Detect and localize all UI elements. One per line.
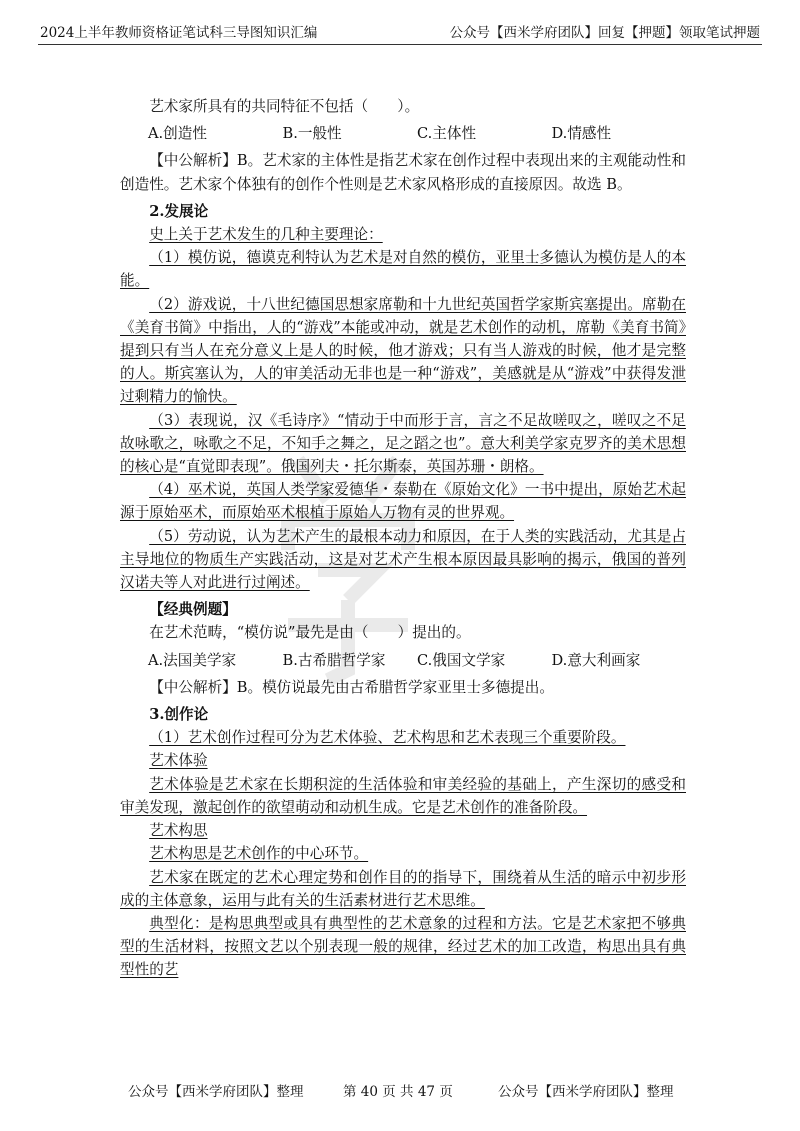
page-body	[120, 95, 686, 982]
option-d: D.情感性	[551, 125, 612, 143]
subheading: 艺术构思	[149, 822, 208, 840]
option-a: A.创造性	[148, 125, 207, 143]
option-c: C.俄国文学家	[417, 651, 506, 669]
footer-right: 公众号【西米学府团队】整理	[498, 1084, 674, 1100]
section-intro: 史上关于艺术发生的几种主要理论：	[149, 226, 383, 244]
theory-item: （4）巫术说，英国人类学家爱德华・泰勒在《原始文化》一书中提出，原始艺术起源于原始巫术，而原始巫术根植于原始人万物有灵的世界观。	[120, 481, 686, 522]
page-number: 第 40 页 共 47 页	[343, 1084, 453, 1100]
example-heading: 【经典例题】	[149, 601, 237, 619]
question-analysis: 【中公解析】B。艺术家的主体性是指艺术家在创作过程中表现出来的主观能动性和创造性。艺术家个体独有的创作个性则是艺术家风格形成的直接原因。故选 B。	[120, 152, 686, 193]
header-promo: 公众号【西米学府团队】回复【押题】领取笔试押题	[449, 25, 760, 41]
paragraph: 典型化：是构思典型或具有典型性的艺术意象的过程和方法。它是艺术家把不够典型的生活材料，按照文艺以个别表现一般的规律，经过艺术的加工改造，构思出具有典型性的艺	[120, 914, 686, 979]
paragraph: （1）艺术创作过程可分为艺术体验、艺术构思和艺术表现三个重要阶段。	[149, 729, 626, 747]
question-stem: 在艺术范畴，“模仿说”最先是由（ ）提出的。	[149, 624, 471, 642]
question-options	[120, 122, 686, 145]
paragraph: 艺术家在既定的艺术心理定势和创作目的的指导下，围绕着从生活的暗示中初步形成的主体意象，运用与此有关的生活素材进行艺术思维。	[120, 868, 686, 909]
section-heading: 3.创作论	[149, 706, 209, 724]
option-b: B.古希腊哲学家	[282, 651, 386, 669]
question-options	[120, 649, 686, 672]
footer-left: 公众号【西米学府团队】整理	[128, 1084, 304, 1100]
option-b: B.一般性	[282, 125, 342, 143]
question-stem: 艺术家所具有的共同特征不包括（ ）。	[149, 98, 420, 115]
theory-item: （3）表现说，汉《毛诗序》“情动于中而形于言，言之不足故嗟叹之，嗟叹之不足故咏歌之，咏歌之不足，不知手之舞之，足之蹈之也”。意大利美学家克罗齐的美术思想的核心是“直觉即表现”。俄国列夫・托尔斯泰，英国苏珊・朗格。	[120, 411, 686, 476]
option-c: C.主体性	[417, 125, 477, 143]
theory-item: （2）游戏说，十八世纪德国思想家席勒和十九世纪英国哲学家斯宾塞提出。席勒在《美育书简》中指出，人的“游戏”本能或冲动，就是艺术创作的动机，席勒《美育书简》提到只有当人在充分意义上是人的时候，他才游戏；只有当人游戏的时候，他才是完整的人。斯宾塞认为，人的审美活动无非也是一种“游戏”，美感就是从“游戏”中获得发泄过剩精力的愉快。	[120, 295, 686, 406]
option-d: D.意大利画家	[551, 651, 641, 669]
theory-item: （1）模仿说，德谟克利特认为艺术是对自然的模仿，亚里士多德认为模仿是人的本能。	[120, 249, 686, 290]
subheading: 艺术体验	[149, 752, 208, 770]
header-title: 2024上半年教师资格证笔试科三导图知识汇编	[40, 25, 318, 41]
section-heading: 2.发展论	[149, 202, 209, 220]
question-analysis: 【中公解析】B。模仿说最先由古希腊哲学家亚里士多德提出。	[149, 678, 554, 696]
option-a: A.法国美学家	[148, 651, 237, 669]
theory-item: （5）劳动说，认为艺术产生的最根本动力和原因，在于人类的实践活动，尤其是占主导地位的物质生产实践活动，这是对艺术产生根本原因最具影响的揭示，俄国的普列汉诺夫等人对此进行过阐述。	[120, 527, 686, 592]
paragraph: 艺术构思是艺术创作的中心环节。	[149, 845, 369, 863]
paragraph: 艺术体验是艺术家在长期积淀的生活体验和审美经验的基础上，产生深切的感受和审美发现，激起创作的欲望萌动和动机生成。它是艺术创作的准备阶段。	[120, 775, 686, 816]
page-header	[38, 22, 762, 45]
